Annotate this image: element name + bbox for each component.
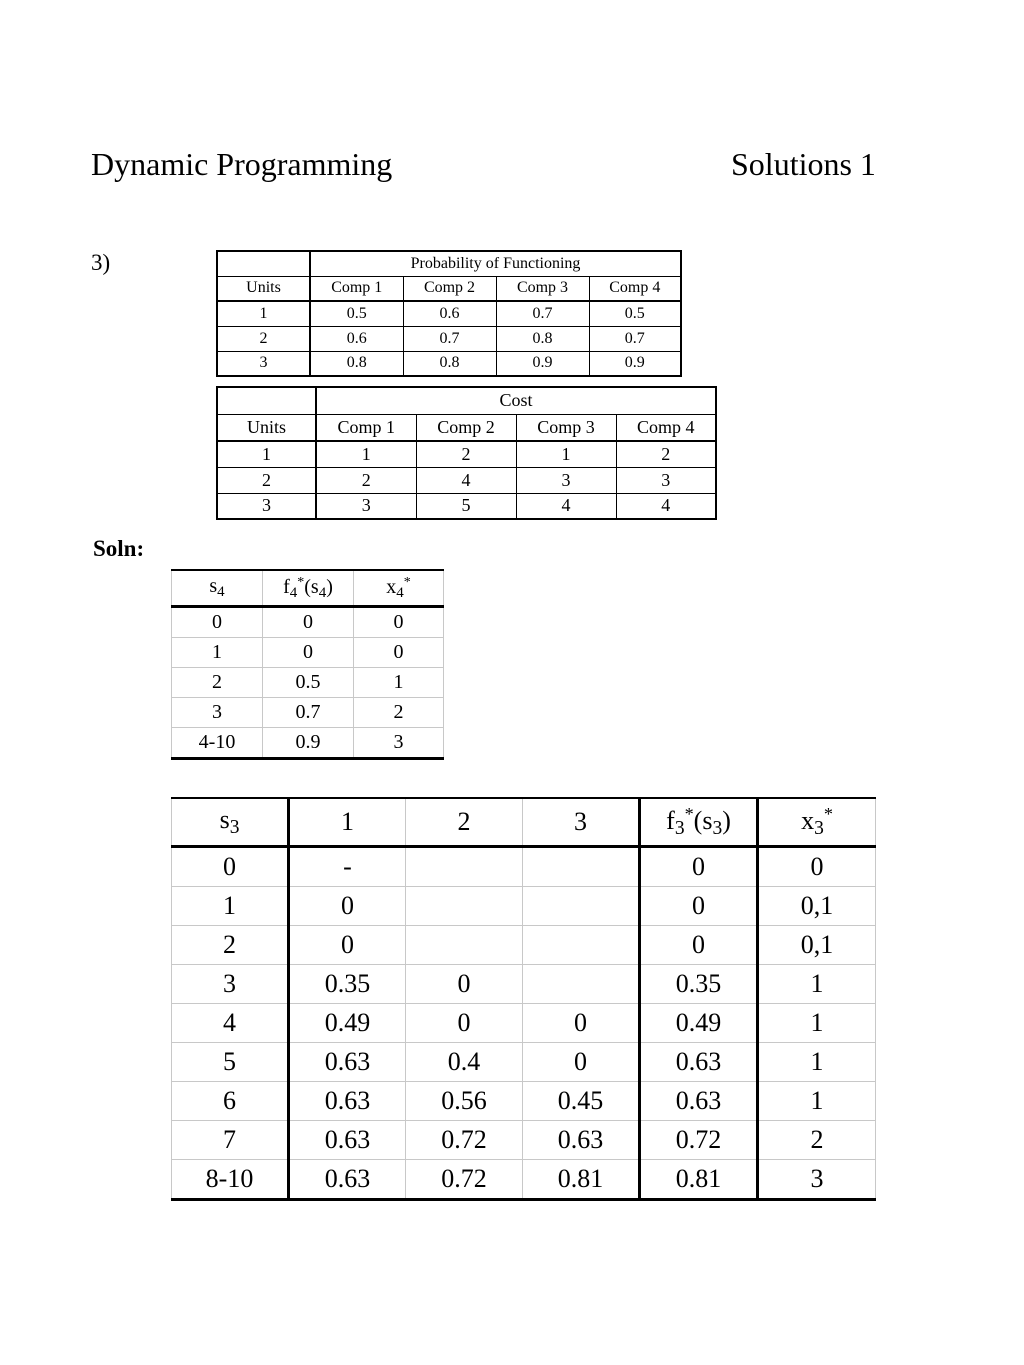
table-cell: 0.9 bbox=[589, 351, 681, 376]
table-cell: 0.63 bbox=[640, 1043, 758, 1082]
table-row bbox=[172, 638, 444, 668]
table-cell: 0,1 bbox=[758, 926, 876, 965]
table-cell: 0 bbox=[523, 1043, 640, 1082]
table-row bbox=[217, 441, 716, 467]
table-cell: 3 bbox=[172, 965, 289, 1004]
table-row bbox=[172, 698, 444, 728]
table-cell: 0.35 bbox=[640, 965, 758, 1004]
table-corner bbox=[217, 387, 316, 414]
table-cell: 4 bbox=[616, 493, 716, 519]
table-row bbox=[217, 351, 681, 376]
column-header: Comp 3 bbox=[496, 276, 589, 301]
table-cell: 8-10 bbox=[172, 1160, 289, 1200]
table-cell: 1 bbox=[758, 1004, 876, 1043]
table-cell: 5 bbox=[172, 1043, 289, 1082]
table-cell: 0.63 bbox=[289, 1160, 406, 1200]
table-cell: 0.56 bbox=[406, 1082, 523, 1121]
probability-table bbox=[216, 250, 682, 377]
table-row bbox=[172, 926, 876, 965]
stage4-table bbox=[171, 569, 444, 760]
column-header-2: 2 bbox=[406, 798, 523, 847]
table-cell: 0.7 bbox=[403, 326, 496, 351]
table-cell bbox=[406, 926, 523, 965]
table-cell: 1 bbox=[758, 1043, 876, 1082]
table-row bbox=[217, 467, 716, 493]
table-cell: 0.8 bbox=[310, 351, 403, 376]
table-cell: - bbox=[289, 847, 406, 887]
table-cell bbox=[406, 887, 523, 926]
table-cell: 0.63 bbox=[289, 1082, 406, 1121]
table-cell: 0 bbox=[406, 965, 523, 1004]
table-cell bbox=[523, 847, 640, 887]
table-title: Cost bbox=[316, 387, 716, 414]
table-cell: 1 bbox=[758, 1082, 876, 1121]
table-cell: 4 bbox=[516, 493, 616, 519]
table-cell: 0,1 bbox=[758, 887, 876, 926]
table-cell: 2 bbox=[354, 698, 444, 728]
table-cell: 2 bbox=[758, 1121, 876, 1160]
table-cell: 0.81 bbox=[640, 1160, 758, 1200]
column-header-s4: $s_4$ bbox=[172, 570, 263, 607]
table-cell: 4 bbox=[172, 1004, 289, 1043]
table-cell: 0.63 bbox=[523, 1121, 640, 1160]
table-cell: 0.63 bbox=[640, 1082, 758, 1121]
table-cell bbox=[523, 926, 640, 965]
table-cell: 0 bbox=[640, 926, 758, 965]
table-cell: 0 bbox=[289, 926, 406, 965]
table-cell: 1 bbox=[172, 887, 289, 926]
table-cell: 0.7 bbox=[263, 698, 354, 728]
column-header: Units bbox=[217, 276, 310, 301]
table-cell: 0.49 bbox=[640, 1004, 758, 1043]
table-cell: 1 bbox=[316, 441, 416, 467]
table-cell: 2 bbox=[172, 668, 263, 698]
column-header: Comp 4 bbox=[616, 414, 716, 441]
table-cell: 0 bbox=[354, 638, 444, 668]
column-header-s3: $s_3$ bbox=[172, 798, 289, 847]
table-cell: 3 bbox=[217, 351, 310, 376]
table-cell: 4 bbox=[416, 467, 516, 493]
table-row bbox=[172, 887, 876, 926]
table-cell: 0.8 bbox=[403, 351, 496, 376]
table-cell: 0 bbox=[172, 607, 263, 638]
table-cell: 3 bbox=[316, 493, 416, 519]
table-cell: 0.5 bbox=[263, 668, 354, 698]
table-cell: 0 bbox=[263, 638, 354, 668]
table-row bbox=[172, 668, 444, 698]
table-cell: 0 bbox=[406, 1004, 523, 1043]
table-cell bbox=[523, 887, 640, 926]
table-cell: 3 bbox=[172, 698, 263, 728]
problem-number: 3) bbox=[91, 250, 111, 275]
table-cell: 0.81 bbox=[523, 1160, 640, 1200]
table-row bbox=[217, 493, 716, 519]
table-row bbox=[172, 1160, 876, 1200]
table-cell: 3 bbox=[354, 728, 444, 759]
column-header: Comp 2 bbox=[403, 276, 496, 301]
table-cell: 0.45 bbox=[523, 1082, 640, 1121]
table-cell: 0.49 bbox=[289, 1004, 406, 1043]
column-header: Comp 2 bbox=[416, 414, 516, 441]
table-cell: 0.35 bbox=[289, 965, 406, 1004]
table-cell: 0.72 bbox=[640, 1121, 758, 1160]
table-cell: 7 bbox=[172, 1121, 289, 1160]
table-cell: 0.9 bbox=[263, 728, 354, 759]
table-cell: 0 bbox=[263, 607, 354, 638]
table-cell: 0.5 bbox=[589, 301, 681, 326]
column-header-x4: $x_4^*$ bbox=[354, 570, 444, 607]
table-cell: 5 bbox=[416, 493, 516, 519]
column-header: Comp 4 bbox=[589, 276, 681, 301]
table-cell: 2 bbox=[616, 441, 716, 467]
column-header-f3: $f_3^*(s_3)$ bbox=[640, 798, 758, 847]
table-cell: 0 bbox=[354, 607, 444, 638]
column-header-3: 3 bbox=[523, 798, 640, 847]
stage3-table bbox=[171, 797, 876, 1201]
table-cell bbox=[406, 847, 523, 887]
table-row bbox=[172, 1043, 876, 1082]
table-cell: 0 bbox=[640, 887, 758, 926]
table-row bbox=[172, 607, 444, 638]
table-cell: 0.5 bbox=[310, 301, 403, 326]
table-cell: 0 bbox=[172, 847, 289, 887]
table-cell: 3 bbox=[616, 467, 716, 493]
table-cell: 0.72 bbox=[406, 1121, 523, 1160]
table-cell bbox=[523, 965, 640, 1004]
table-corner bbox=[217, 251, 310, 276]
table-cell: 2 bbox=[172, 926, 289, 965]
table-cell: 0.8 bbox=[496, 326, 589, 351]
table-row bbox=[172, 1004, 876, 1043]
column-header: Units bbox=[217, 414, 316, 441]
table-cell: 0 bbox=[758, 847, 876, 887]
table-cell: 2 bbox=[217, 326, 310, 351]
table-row bbox=[172, 1082, 876, 1121]
column-header: Comp 3 bbox=[516, 414, 616, 441]
solution-label: Soln: bbox=[93, 536, 145, 561]
table-cell: 0.6 bbox=[310, 326, 403, 351]
table-cell: 0 bbox=[289, 887, 406, 926]
table-cell: 0.7 bbox=[589, 326, 681, 351]
table-cell: 2 bbox=[316, 467, 416, 493]
table-cell: 0 bbox=[523, 1004, 640, 1043]
table-cell: 3 bbox=[758, 1160, 876, 1200]
table-cell: 0.63 bbox=[289, 1121, 406, 1160]
table-title: Probability of Functioning bbox=[310, 251, 681, 276]
table-cell: 0.9 bbox=[496, 351, 589, 376]
table-cell: 0.72 bbox=[406, 1160, 523, 1200]
column-header: Comp 1 bbox=[310, 276, 403, 301]
column-header-x3: $x_3^*$ bbox=[758, 798, 876, 847]
table-cell: 3 bbox=[217, 493, 316, 519]
table-cell: 1 bbox=[172, 638, 263, 668]
table-row bbox=[217, 301, 681, 326]
table-cell: 0 bbox=[640, 847, 758, 887]
page-title: Dynamic Programming bbox=[91, 146, 393, 182]
table-cell: 2 bbox=[416, 441, 516, 467]
table-row bbox=[172, 965, 876, 1004]
table-row bbox=[172, 847, 876, 887]
column-header-f4: $f_4^*(s_4)$ bbox=[263, 570, 354, 607]
column-header-1: 1 bbox=[289, 798, 406, 847]
cost-table bbox=[216, 386, 717, 520]
table-cell: 0.4 bbox=[406, 1043, 523, 1082]
table-cell: 0.63 bbox=[289, 1043, 406, 1082]
table-cell: 3 bbox=[516, 467, 616, 493]
table-cell: 1 bbox=[217, 301, 310, 326]
table-cell: 2 bbox=[217, 467, 316, 493]
table-cell: 6 bbox=[172, 1082, 289, 1121]
table-row bbox=[217, 326, 681, 351]
solutions-label: Solutions 1 bbox=[731, 146, 876, 182]
table-cell: 0.6 bbox=[403, 301, 496, 326]
table-cell: 1 bbox=[516, 441, 616, 467]
table-cell: 1 bbox=[758, 965, 876, 1004]
table-cell: 1 bbox=[217, 441, 316, 467]
table-cell: 0.7 bbox=[496, 301, 589, 326]
table-cell: 4-10 bbox=[172, 728, 263, 759]
column-header: Comp 1 bbox=[316, 414, 416, 441]
table-cell: 1 bbox=[354, 668, 444, 698]
table-row bbox=[172, 1121, 876, 1160]
table-row bbox=[172, 728, 444, 759]
